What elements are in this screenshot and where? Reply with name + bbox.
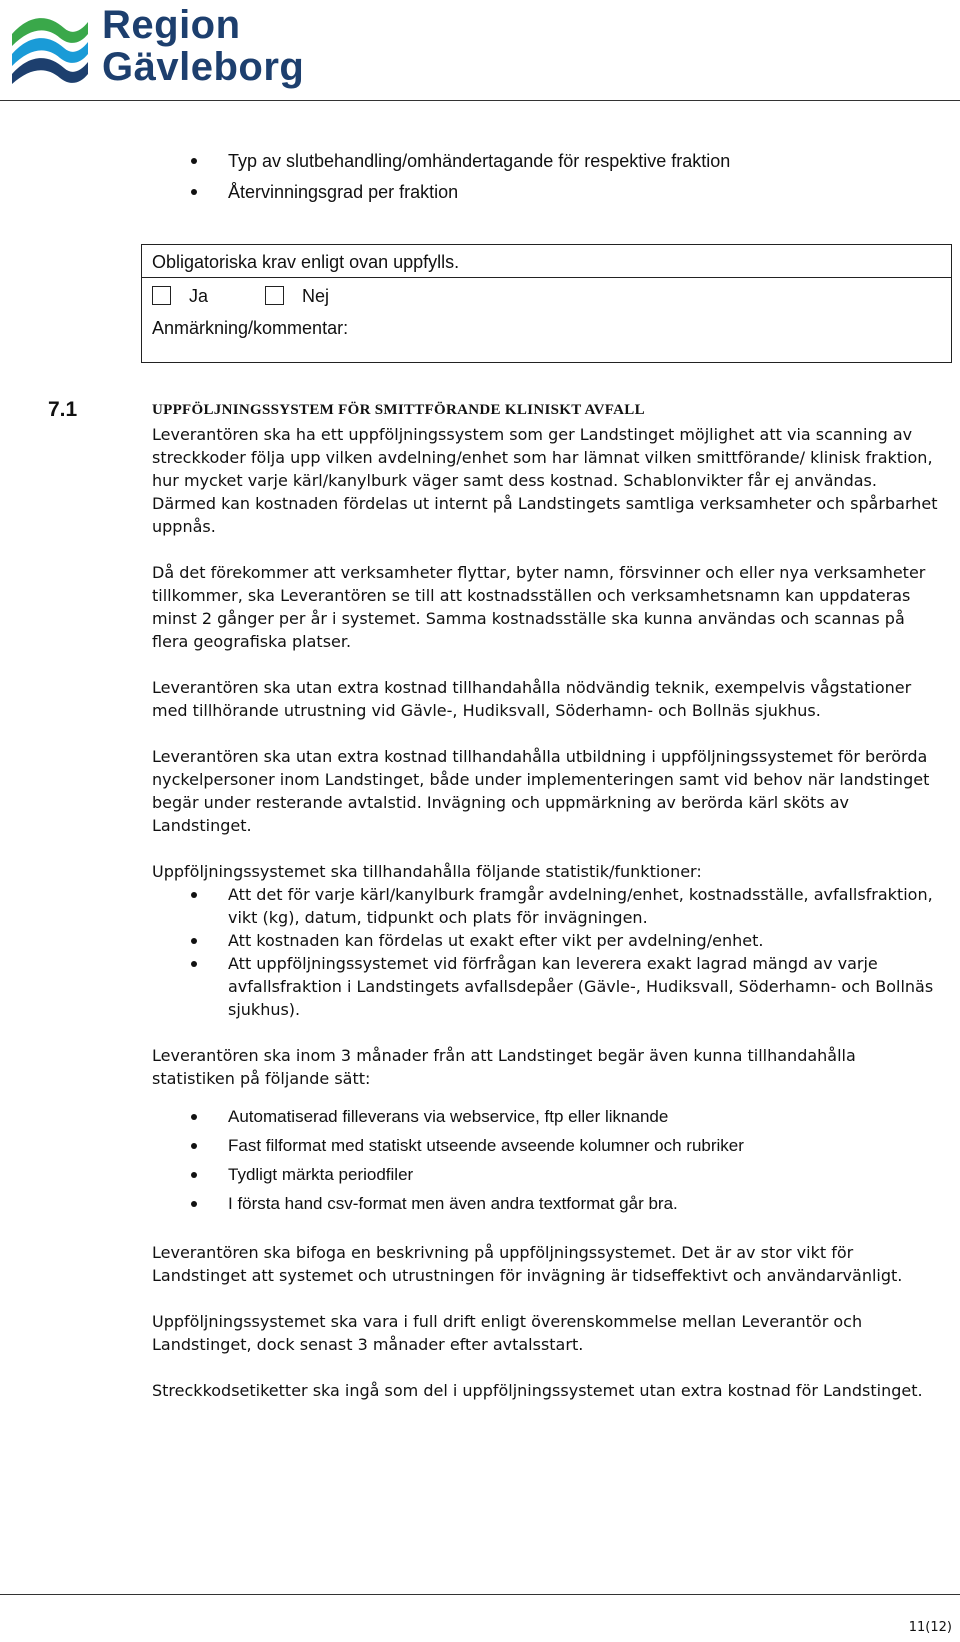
footer-rule	[0, 1594, 960, 1595]
requirement-box	[141, 244, 952, 363]
bullet-icon	[191, 158, 197, 164]
intro-bullet-list	[152, 148, 730, 210]
bullet-icon	[191, 1114, 197, 1120]
bullet-icon	[191, 1172, 197, 1178]
bullet-icon	[191, 961, 197, 967]
paragraph: Streckkodsetiketter ska ingå som del i uppföljningssystemet utan extra kostnad för Landstinget.	[152, 1381, 923, 1400]
checkbox-yes-label: Ja	[189, 286, 209, 306]
list-item: Automatiserad filleverans via webservice, ftp eller liknande	[152, 1102, 942, 1131]
header-rule	[0, 100, 960, 101]
list-item: Återvinningsgrad per fraktion	[152, 179, 730, 210]
checkbox-no[interactable]	[265, 286, 284, 305]
checkbox-yes[interactable]	[152, 286, 171, 305]
page-number: 11(12)	[908, 1620, 952, 1635]
region-gavleborg-logo	[10, 4, 310, 92]
paragraph: Leverantören ska utan extra kostnad tillhandahålla utbildning i uppföljningssystemet för berörda nyckelpersoner inom Landstinget, både under implementeringen samt vid behov när landstinget begär under resterande avtalstid. Invägning och uppmärkning av berörda kärl sköts av Landstinget.	[152, 747, 930, 835]
checkbox-no-label: Nej	[302, 286, 330, 306]
bullet-icon	[191, 1201, 197, 1207]
bullet-icon	[191, 892, 197, 898]
list-item: Att kostnaden kan fördelas ut exakt efter vikt per avdelning/enhet.	[152, 929, 942, 952]
bullet-icon	[191, 938, 197, 944]
answer-options	[152, 281, 329, 311]
bullet-icon	[191, 1143, 197, 1149]
wave-logo-icon	[10, 6, 90, 86]
section-number: 7.1	[48, 398, 78, 421]
logo-line-gavleborg: Gävleborg	[102, 45, 305, 89]
paragraph: Leverantören ska bifoga en beskrivning på uppföljningssystemet. Det är av stor vikt för Landstinget att systemet och utrustningen för invägning är tidseffektivt och användarvänligt.	[152, 1243, 903, 1285]
paragraph: Leverantören ska inom 3 månader från att Landstinget begär även kunna tillhandahålla statistiken på följande sätt:	[152, 1046, 856, 1088]
list-item: Att uppföljningssystemet vid förfrågan kan leverera exakt lagrad mängd av varje avfallsfraktion i Landstingets avfallsdepåer (Gävle-, Hudiksvall, Söderhamn- och Bollnäs sjukhus).	[152, 952, 942, 1021]
logo-wordmark	[102, 4, 304, 88]
section-content	[152, 423, 942, 1402]
paragraph: Uppföljningssystemet ska tillhandahålla följande statistik/funktioner:	[152, 862, 702, 881]
box-divider	[142, 277, 951, 278]
list-item: Typ av slutbehandling/omhändertagande för respektive fraktion	[152, 148, 730, 179]
paragraph: Leverantören ska utan extra kostnad tillhandahålla nödvändig teknik, exempelvis vågstationer med tillhörande utrustning vid Gävle-, Hudiksvall, Söderhamn- och Bollnäs sjukhus.	[152, 678, 912, 720]
section-title: UPPFÖLJNINGSSYSTEM FÖR SMITTFÖRANDE KLINISKT AVFALL	[152, 402, 645, 418]
paragraph: Leverantören ska ha ett uppföljningssystem som ger Landstinget möjlighet att via scanning av streckkoder följa upp vilken avdelning/enhet som har lämnat vilken smittförande/ klinisk fraktion, hur mycket varje kärl/kanylburk väger samt dess kostnad. Schablonvikter får ej användas. Därmed kan kostnaden fördelas ut internt på Landstingets samtliga verksamheter och spårbarhet uppnås.	[152, 425, 938, 536]
list-item: I första hand csv-format men även andra textformat går bra.	[152, 1189, 942, 1218]
comment-label: Anmärkning/kommentar:	[152, 318, 349, 338]
list-item: Att det för varje kärl/kanylburk framgår avdelning/enhet, kostnadsställe, avfallsfraktion, vikt (kg), datum, tidpunkt och plats för invägningen.	[152, 883, 942, 929]
bullet-icon	[191, 189, 197, 195]
list-item: Tydligt märkta periodfiler	[152, 1160, 942, 1189]
paragraph: Uppföljningssystemet ska vara i full drift enligt överenskommelse mellan Leverantör och Landstinget, dock senast 3 månader efter avtalsstart.	[152, 1312, 863, 1354]
functions-list	[152, 883, 942, 1021]
list-item: Fast filformat med statiskt utseende avseende kolumner och rubriker	[152, 1131, 942, 1160]
requirement-statement: Obligatoriska krav enligt ovan uppfylls.	[152, 252, 460, 272]
logo-line-region: Region	[102, 3, 241, 47]
delivery-list	[152, 1102, 942, 1218]
paragraph: Då det förekommer att verksamheter flyttar, byter namn, försvinner och eller nya verksamheter tillkommer, ska Leverantören se till att kostnadsställen och verksamhetsnamn kan uppdateras minst 2 gånger per år i systemet. Samma kostnadsställe ska kunna användas och scannas på flera geografiska platser.	[152, 563, 926, 651]
